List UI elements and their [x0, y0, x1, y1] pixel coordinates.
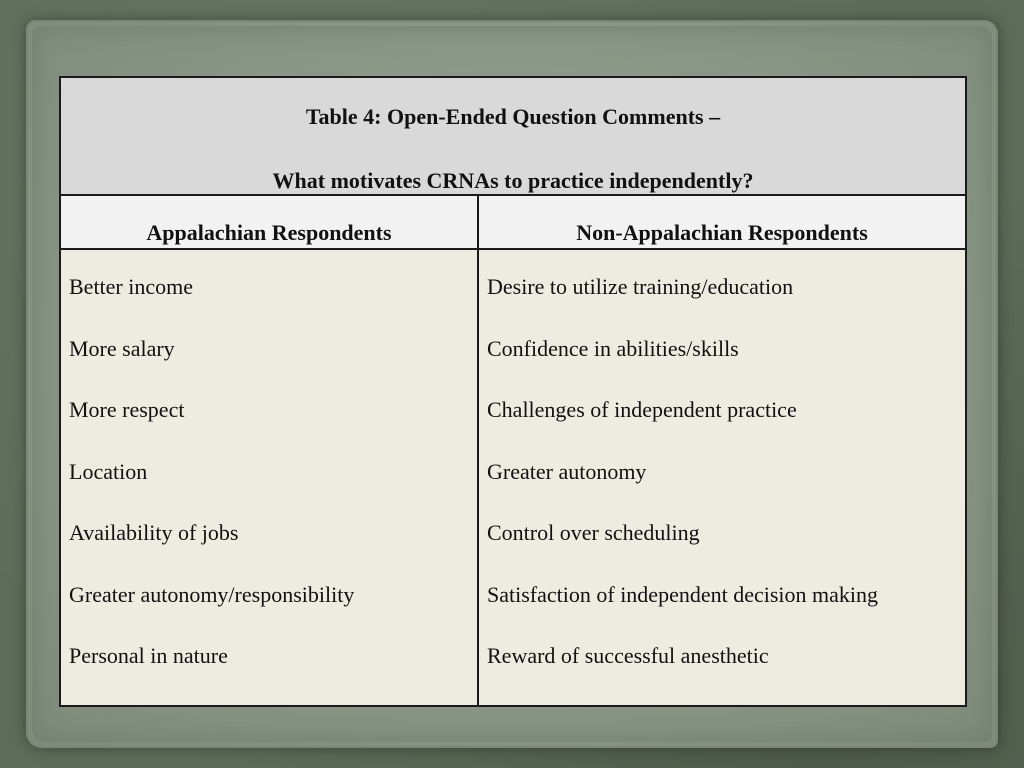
list-item: Desire to utilize training/education — [487, 274, 794, 299]
table-title: Table 4: Open-Ended Question Comments – — [305, 104, 721, 129]
table-question: What motivates CRNAs to practice independently? — [272, 168, 754, 193]
list-item: Greater autonomy — [487, 458, 647, 484]
list-item: Location — [69, 458, 148, 484]
list-item: Availability of jobs — [69, 520, 239, 545]
column-header-appalachian: Appalachian Respondents — [60, 195, 478, 249]
list-item: Satisfaction of independent decision making — [487, 581, 879, 607]
list-item: Personal in nature — [69, 643, 228, 668]
list-item: Reward of successful anesthetic — [487, 643, 769, 668]
non-appalachian-list — [478, 249, 966, 706]
list-item: More salary — [69, 335, 175, 361]
list-item: Greater autonomy/responsibility — [69, 581, 355, 607]
comments-table — [59, 76, 967, 707]
list-item: More respect — [69, 397, 185, 422]
list-item: Confidence in abilities/skills — [487, 335, 739, 361]
table-title-cell — [60, 77, 966, 195]
list-item: Control over scheduling — [487, 520, 700, 545]
list-item: Better income — [69, 274, 194, 299]
column-header-non-appalachian: Non-Appalachian Respondents — [478, 195, 966, 249]
list-item: Challenges of independent practice — [487, 397, 797, 422]
appalachian-list — [60, 249, 478, 706]
